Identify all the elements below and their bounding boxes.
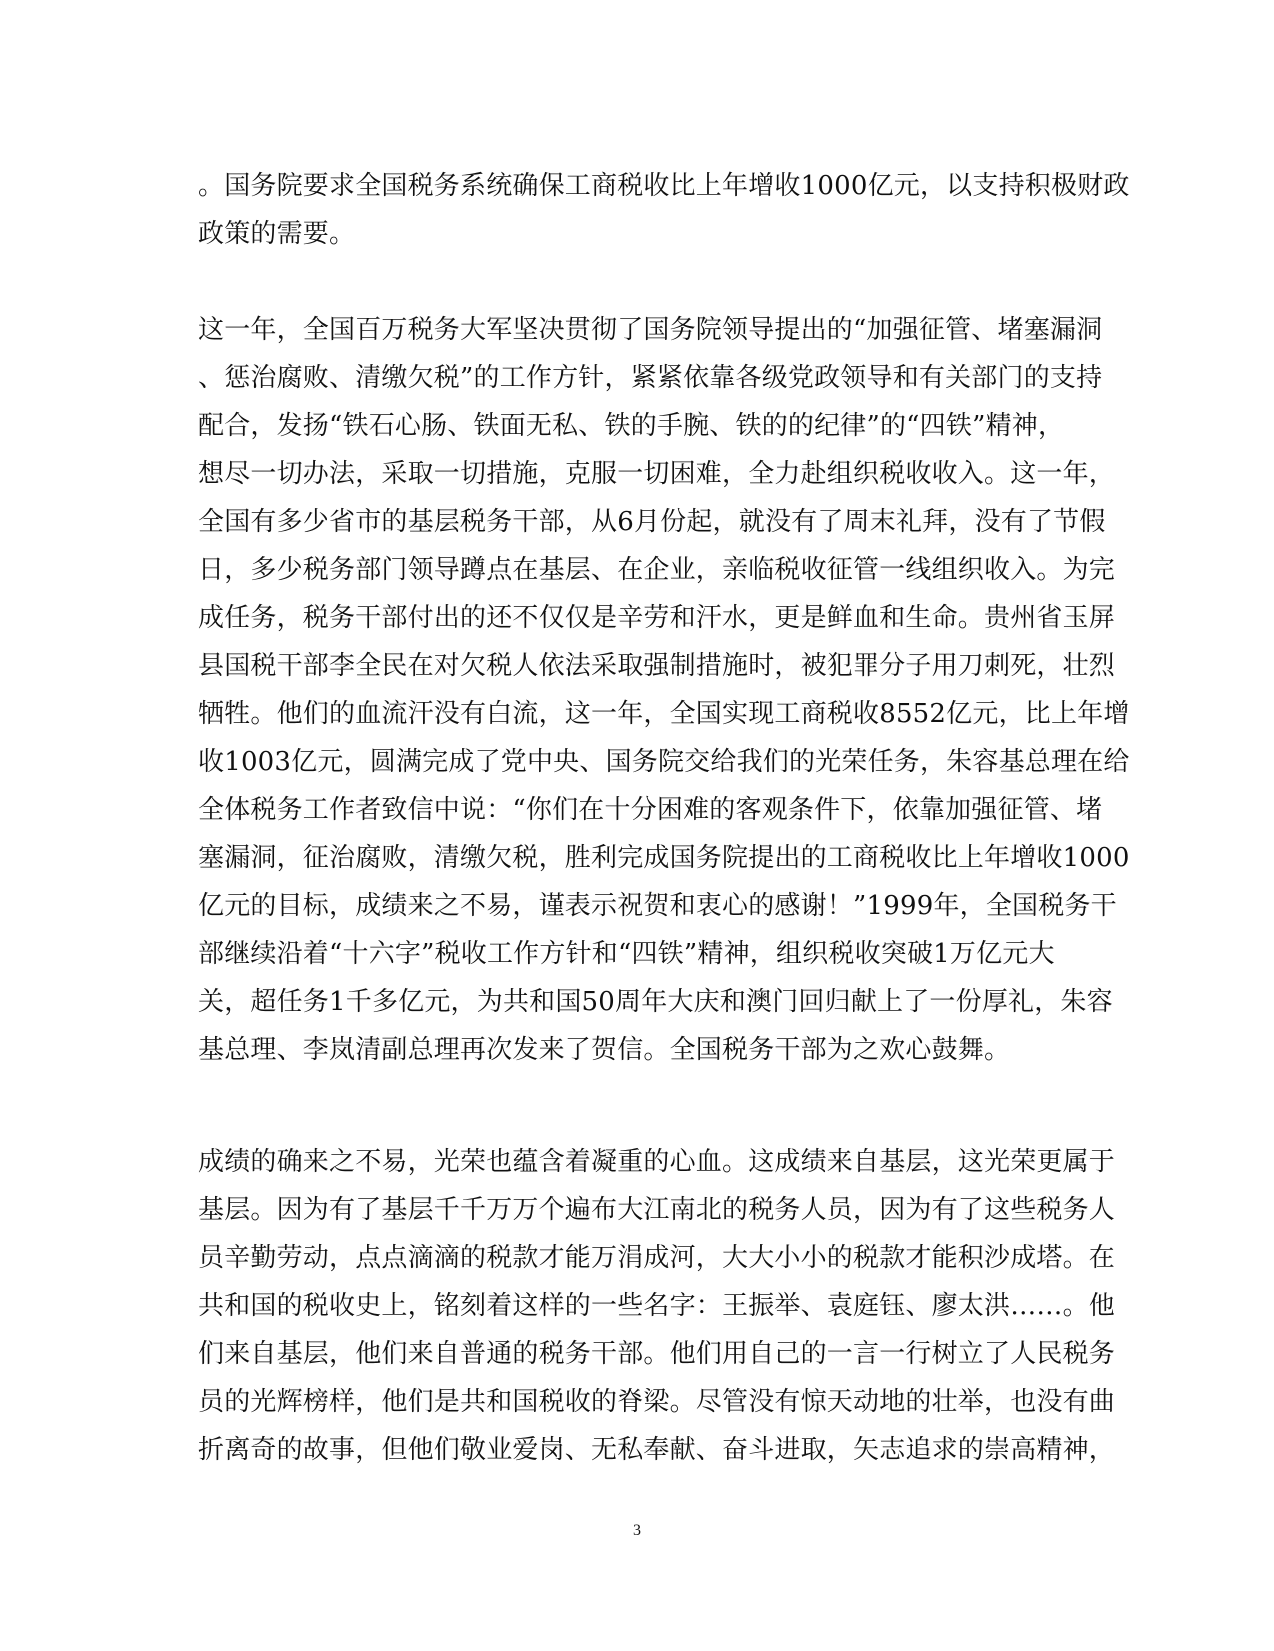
text-line: 全国有多少省市的基层税务干部，从6月份起，就没有了周末礼拜，没有了节假 (198, 507, 1106, 537)
text-line: 成绩的确来之不易，光荣也蕴含着凝重的心血。这成绩来自基层，这光荣更属于 (198, 1147, 1116, 1177)
text-line: 牺牲。他们的血流汗没有白流，这一年，全国实现工商税收8552亿元，比上年增 (198, 699, 1130, 729)
text-line: 基总理、李岚清副总理再次发来了贺信。全国税务干部为之欢心鼓舞。 (198, 1035, 1011, 1065)
text-line: 部继续沿着“十六字”税收工作方针和“四铁”精神，组织税收突破1万亿元大 (198, 939, 1055, 969)
text-line: 们来自基层，他们来自普通的税务干部。他们用自己的一言一行树立了人民税务 (198, 1339, 1116, 1369)
paragraph-2 (198, 306, 1130, 1074)
text-line: 折离奇的故事，但他们敬业爱岗、无私奉献、奋斗进取，矢志追求的崇高精神， (198, 1435, 1116, 1465)
text-line: 收1003亿元，圆满完成了党中央、国务院交给我们的光荣任务，朱容基总理在给 (198, 747, 1130, 777)
text-line: 政策的需要。 (198, 219, 356, 249)
paragraph-3 (198, 1138, 1116, 1474)
paragraph-1 (198, 162, 1130, 258)
text-line: 亿元的目标，成绩来之不易，谨表示祝贺和衷心的感谢！”1999年，全国税务干 (198, 891, 1117, 921)
text-line: 、惩治腐败、清缴欠税”的工作方针，紧紧依靠各级党政领导和有关部门的支持 (198, 363, 1103, 393)
text-line: 成任务，税务干部付出的还不仅仅是辛劳和汗水，更是鲜血和生命。贵州省玉屏 (198, 603, 1116, 633)
text-line: 想尽一切办法，采取一切措施，克服一切困难，全力赴组织税收收入。这一年， (198, 459, 1116, 489)
text-line: 关，超任务1千多亿元，为共和国50周年大庆和澳门回归献上了一份厚礼，朱容 (198, 987, 1113, 1017)
text-line: 共和国的税收史上，铭刻着这样的一些名字：王振举、袁庭钰、廖太洪……。他 (198, 1291, 1116, 1321)
text-line: 配合，发扬“铁石心肠、铁面无私、铁的手腕、铁的的纪律”的“四铁”精神， (198, 411, 1065, 441)
text-line: 县国税干部李全民在对欠税人依法采取强制措施时，被犯罪分子用刀刺死，壮烈 (198, 651, 1116, 681)
text-line: 日，多少税务部门领导蹲点在基层、在企业，亲临税收征管一线组织收入。为完 (198, 555, 1116, 585)
text-line: 。国务院要求全国税务系统确保工商税收比上年增收1000亿元，以支持积极财政 (198, 171, 1130, 201)
text-line: 员的光辉榜样，他们是共和国税收的脊梁。尽管没有惊天动地的壮举，也没有曲 (198, 1387, 1116, 1417)
text-line: 这一年，全国百万税务大军坚决贯彻了国务院领导提出的“加强征管、堵塞漏洞 (198, 315, 1103, 345)
text-line: 基层。因为有了基层千千万万个遍布大江南北的税务人员，因为有了这些税务人 (198, 1195, 1116, 1225)
page-number: 3 (633, 1522, 641, 1539)
text-line: 全体税务工作者致信中说：“你们在十分困难的客观条件下，依靠加强征管、堵 (198, 795, 1103, 825)
text-line: 塞漏洞，征治腐败，清缴欠税，胜利完成国务院提出的工商税收比上年增收1000 (198, 843, 1130, 873)
text-line: 员辛勤劳动，点点滴滴的税款才能万涓成河，大大小小的税款才能积沙成塔。在 (198, 1243, 1116, 1273)
